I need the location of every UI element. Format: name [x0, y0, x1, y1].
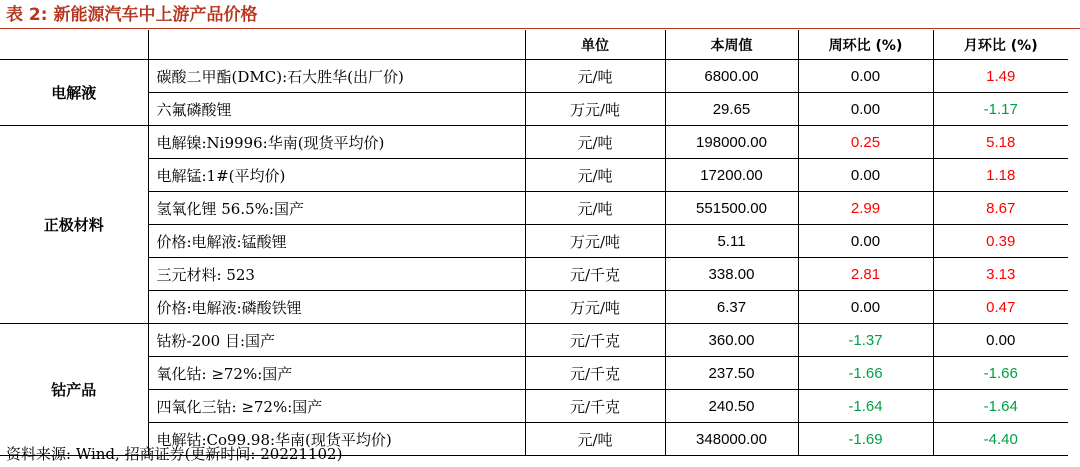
- mom-cell: 3.13: [933, 258, 1068, 291]
- group-label: 正极材料: [0, 126, 148, 324]
- unit-cell: 万元/吨: [525, 93, 665, 126]
- product-name-cell: 电解锰:1#(平均价): [148, 159, 525, 192]
- value-cell: 17200.00: [665, 159, 798, 192]
- header-mom: 月环比 (%): [933, 30, 1068, 60]
- group-label: 钴产品: [0, 324, 148, 456]
- product-name-cell: 碳酸二甲酯(DMC):石大胜华(出厂价): [148, 60, 525, 93]
- header-wow: 周环比 (%): [798, 30, 933, 60]
- mom-cell: 1.49: [933, 60, 1068, 93]
- unit-cell: 元/千克: [525, 390, 665, 423]
- unit-cell: 万元/吨: [525, 291, 665, 324]
- wow-cell: 0.25: [798, 126, 933, 159]
- table-row: [0, 225, 1068, 258]
- wow-cell: 0.00: [798, 93, 933, 126]
- wow-cell: -1.66: [798, 357, 933, 390]
- value-cell: 6800.00: [665, 60, 798, 93]
- wow-cell: 2.99: [798, 192, 933, 225]
- mom-cell: 1.18: [933, 159, 1068, 192]
- mom-cell: 0.39: [933, 225, 1068, 258]
- mom-cell: 8.67: [933, 192, 1068, 225]
- wow-cell: 2.81: [798, 258, 933, 291]
- product-name-cell: 电解钴:Co99.98:华南(现货平均价): [148, 423, 525, 456]
- header-unit: 单位: [525, 30, 665, 60]
- mom-cell: 0.47: [933, 291, 1068, 324]
- table-title: 表 2: 新能源汽车中上游产品价格: [6, 5, 258, 25]
- header-group-blank: [0, 30, 148, 60]
- value-cell: 29.65: [665, 93, 798, 126]
- wow-cell: -1.37: [798, 324, 933, 357]
- product-name-cell: 六氟磷酸锂: [148, 93, 525, 126]
- table-row: [0, 258, 1068, 291]
- unit-cell: 元/吨: [525, 423, 665, 456]
- unit-cell: 元/千克: [525, 357, 665, 390]
- title-rule: [0, 28, 1080, 29]
- unit-cell: 元/吨: [525, 126, 665, 159]
- product-name-cell: 电解镍:Ni9996:华南(现货平均价): [148, 126, 525, 159]
- wow-cell: -1.69: [798, 423, 933, 456]
- mom-cell: -1.66: [933, 357, 1068, 390]
- value-cell: 5.11: [665, 225, 798, 258]
- table-row: [0, 291, 1068, 324]
- table-body: [0, 60, 1068, 456]
- product-name-cell: 氢氧化锂 56.5%:国产: [148, 192, 525, 225]
- unit-cell: 万元/吨: [525, 225, 665, 258]
- mom-cell: -1.17: [933, 93, 1068, 126]
- table-row: [0, 93, 1068, 126]
- value-cell: 240.50: [665, 390, 798, 423]
- table-row: [0, 159, 1068, 192]
- product-name-cell: 三元材料: 523: [148, 258, 525, 291]
- value-cell: 6.37: [665, 291, 798, 324]
- wow-cell: -1.64: [798, 390, 933, 423]
- unit-cell: 元/千克: [525, 324, 665, 357]
- unit-cell: 元/千克: [525, 258, 665, 291]
- header-name-blank: [148, 30, 525, 60]
- product-name-cell: 价格:电解液:锰酸锂: [148, 225, 525, 258]
- wow-cell: 0.00: [798, 60, 933, 93]
- wow-cell: 0.00: [798, 159, 933, 192]
- product-name-cell: 价格:电解液:磷酸铁锂: [148, 291, 525, 324]
- group-label: 电解液: [0, 60, 148, 126]
- unit-cell: 元/吨: [525, 159, 665, 192]
- header-row: [0, 30, 1068, 60]
- mom-cell: -4.40: [933, 423, 1068, 456]
- table-row: [0, 126, 1068, 159]
- value-cell: 348000.00: [665, 423, 798, 456]
- table-row: [0, 192, 1068, 225]
- wow-cell: 0.00: [798, 225, 933, 258]
- mom-cell: 5.18: [933, 126, 1068, 159]
- product-name-cell: 氧化钴: ≥72%:国产: [148, 357, 525, 390]
- value-cell: 338.00: [665, 258, 798, 291]
- product-name-cell: 四氧化三钴: ≥72%:国产: [148, 390, 525, 423]
- wow-cell: 0.00: [798, 291, 933, 324]
- value-cell: 198000.00: [665, 126, 798, 159]
- table-row: [0, 324, 1068, 357]
- mom-cell: -1.64: [933, 390, 1068, 423]
- value-cell: 237.50: [665, 357, 798, 390]
- mom-cell: 0.00: [933, 324, 1068, 357]
- value-cell: 551500.00: [665, 192, 798, 225]
- header-value: 本周值: [665, 30, 798, 60]
- table-row: [0, 60, 1068, 93]
- unit-cell: 元/吨: [525, 192, 665, 225]
- unit-cell: 元/吨: [525, 60, 665, 93]
- table-row: [0, 390, 1068, 423]
- source-note: 资料来源: Wind, 招商证券(更新时间: 20221102): [6, 445, 343, 463]
- value-cell: 360.00: [665, 324, 798, 357]
- price-table: [0, 30, 1068, 456]
- product-name-cell: 钴粉-200 目:国产: [148, 324, 525, 357]
- table-row: [0, 357, 1068, 390]
